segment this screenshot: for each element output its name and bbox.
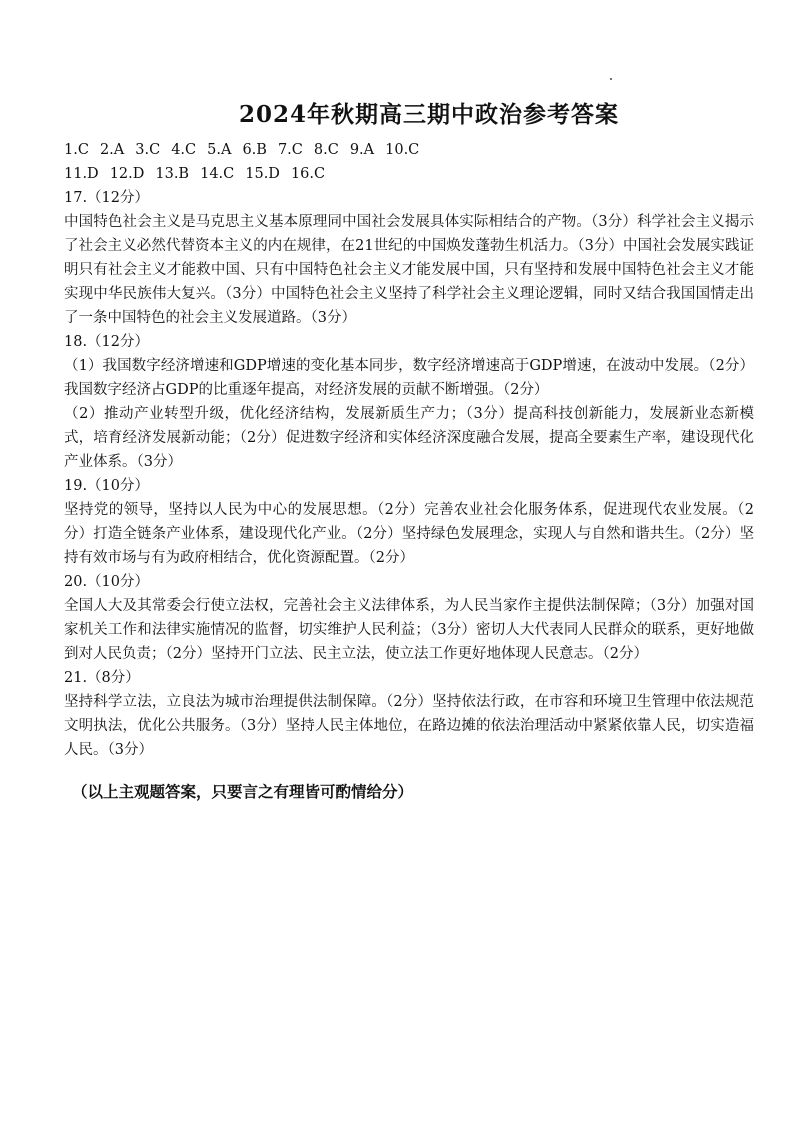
mc-answer: 16.C xyxy=(290,166,326,182)
mc-answer: 14.C xyxy=(200,166,235,182)
mc-answer: 2.A xyxy=(99,142,125,158)
question-header: 21.（8分） xyxy=(64,670,140,686)
answer-paragraph: 坚持党的领导，坚持以人民为中心的发展思想。（2分）完善农业社会化服务体系，促进现代农业发展。（2分）打造全链条产业体系，建设现代化产业。（2分）坚持绿色发展理念，实现人与自然和谐共生。（2分）坚持有效市场与有为政府相结合，优化资源配置。（2分） xyxy=(64,502,754,566)
answer-paragraph: 中国特色社会主义是马克思主义基本原理同中国社会发展具体实际相结合的产物。（3分）科学社会主义揭示了社会主义必然代替资本主义的内在规律，在21世纪的中国焕发蓬勃生机活力。（3分）中国社会发展实践证明只有社会主义才能救中国、只有中国特色社会主义才能发展中国，只有坚持和发展中国特色社会主义才能实现中华民族伟大复兴。（3分）中国特色社会主义坚持了科学社会主义理论逻辑，同时又结合我国国情走出了一条中国特色的社会主义发展道路。（3分） xyxy=(64,214,754,326)
mc-answer: 11.D xyxy=(64,166,99,182)
question-17 xyxy=(64,186,754,330)
mc-answer: 12.D xyxy=(109,166,145,182)
answer-paragraph: 全国人大及其常委会行使立法权，完善社会主义法律体系，为人民当家作主提供法制保障；（3分）加强对国家机关工作和法律实施情况的监督，切实维护人民利益；（3分）密切人大代表同人民群众的联系，更好地做到对人民负责；（2分）坚持开门立法、民主立法，使立法工作更好地体现人民意志。（2分） xyxy=(64,598,754,662)
question-20 xyxy=(64,570,754,666)
question-header: 18.（12分） xyxy=(64,334,150,350)
multiple-choice-answers xyxy=(64,138,754,186)
mc-answer: 3.C xyxy=(135,142,161,158)
question-19 xyxy=(64,474,754,570)
question-18 xyxy=(64,330,754,474)
mc-row-2 xyxy=(64,162,754,186)
question-21 xyxy=(64,666,754,762)
mc-row-1 xyxy=(64,138,754,162)
question-header: 20.（10分） xyxy=(64,574,150,590)
grading-note: （以上主观题答案，只要言之有理皆可酌情给分） xyxy=(72,782,414,801)
mc-answer: 9.A xyxy=(349,142,375,158)
page-title: 2024年秋期高三期中政治参考答案 xyxy=(238,101,619,128)
question-header: 17.（12分） xyxy=(64,190,150,206)
mc-answer: 7.C xyxy=(277,142,303,158)
answer-paragraph: 坚持科学立法，立良法为城市治理提供法制保障。（2分）坚持依法行政，在市容和环境卫生管理中依法规范文明执法，优化公共服务。（3分）坚持人民主体地位，在路边摊的依法治理活动中紧紧依靠人民，切实造福人民。（3分） xyxy=(64,694,754,758)
question-header: 19.（10分） xyxy=(64,478,150,494)
mc-answer: 8.C xyxy=(313,142,339,158)
answer-sheet xyxy=(64,98,754,804)
mc-answer: 1.C xyxy=(64,142,89,158)
mc-answer: 5.A xyxy=(207,142,232,158)
answer-paragraph: （1）我国数字经济增速和GDP增速的变化基本同步，数字经济增速高于GDP增速，在波动中发展。（2分）我国数字经济占GDP的比重逐年提高，对经济发展的贡献不断增强。（2分） xyxy=(64,358,754,398)
scan-speck xyxy=(610,78,612,80)
answer-paragraph: （2）推动产业转型升级，优化经济结构，发展新质生产力；（3分）提高科技创新能力，发展新业态新模式，培育经济发展新动能；（2分）促进数字经济和实体经济深度融合发展，提高全要素生产率，建设现代化产业体系。（3分） xyxy=(64,406,754,470)
mc-answer: 15.D xyxy=(245,166,280,182)
mc-answer: 13.B xyxy=(155,166,190,182)
mc-answer: 6.B xyxy=(242,142,267,158)
mc-answer: 10.C xyxy=(385,142,420,158)
mc-answer: 4.C xyxy=(171,142,197,158)
